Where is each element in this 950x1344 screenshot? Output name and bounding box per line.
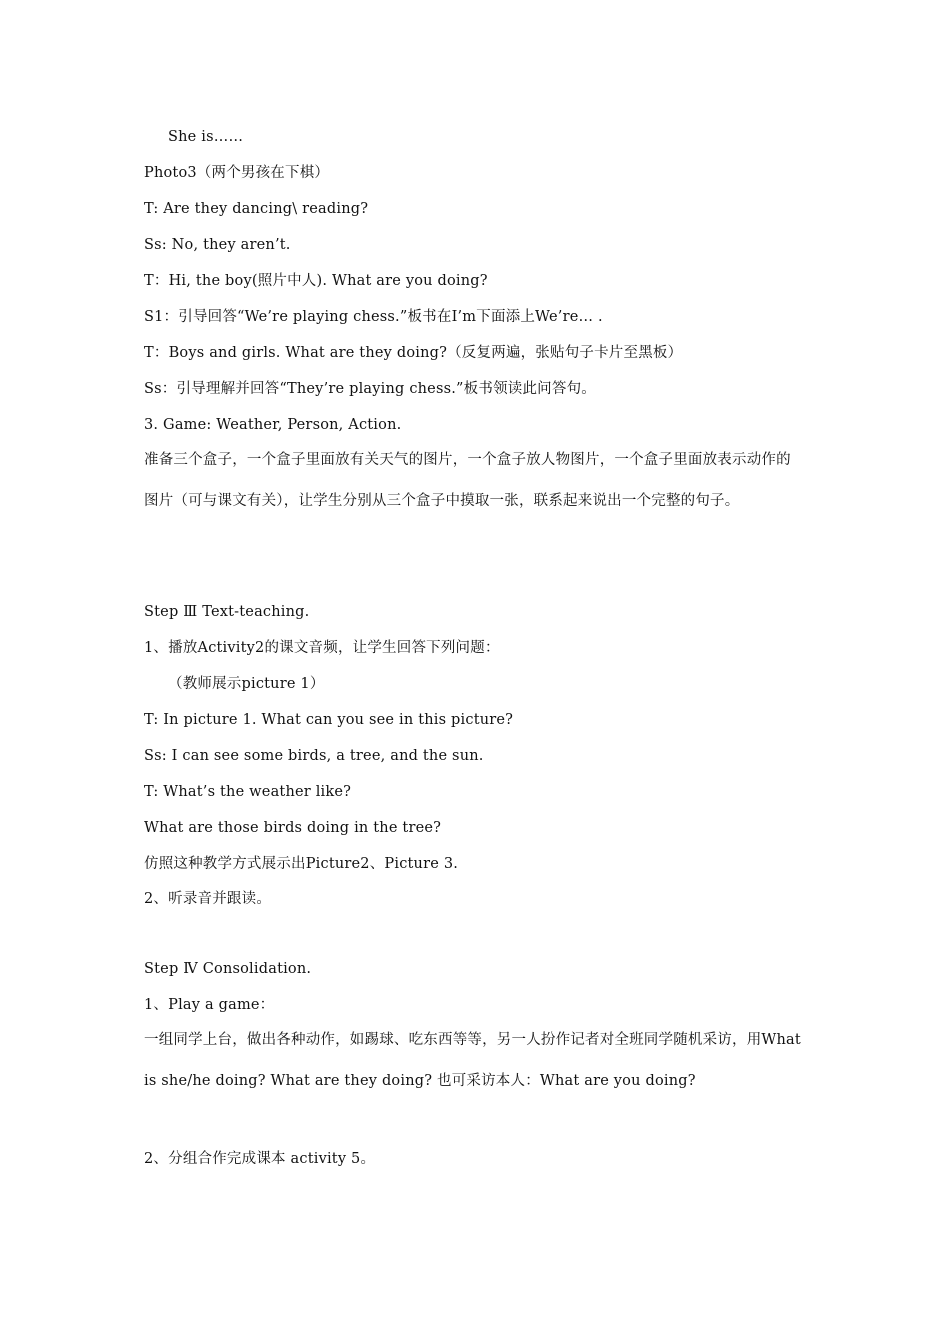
text-line: T: Are they dancing\ reading? — [144, 201, 369, 217]
section-heading: Step Ⅳ Consolidation. — [144, 961, 312, 977]
paragraph: 准备三个盒子，一个盒子里面放有关天气的图片，一个盒子放人物图片，一个盒子里面放表示动作的图片（可与课文有关），让学生分别从三个盒子中摸取一张，联系起来说出一个完整的句子。 — [144, 452, 791, 509]
text-line: S1：引导回答“We’re playing chess.”板书在I’m下面添上We’re… . — [144, 309, 603, 325]
text-line: 1、播放Activity2的课文音频，让学生回答下列问题： — [144, 640, 500, 656]
text-line: T: What’s the weather like? — [144, 784, 352, 800]
text-line: Photo3（两个男孩在下棋） — [144, 165, 330, 181]
text-line: Ss: I can see some birds, a tree, and the sun. — [144, 748, 484, 764]
section-heading: Step Ⅲ Text-teaching. — [144, 604, 310, 620]
text-line: 2、分组合作完成课本 activity 5。 — [144, 1151, 376, 1167]
text-line: 1、Play a game： — [144, 997, 275, 1013]
text-line: T：Boys and girls. What are they doing?（反复两遍，张贴句子卡片至黑板） — [144, 345, 683, 361]
text-line: 2、听录音并跟读。 — [144, 891, 272, 907]
text-line: What are those birds doing in the tree? — [144, 820, 442, 836]
text-line: T: In picture 1. What can you see in this picture? — [144, 712, 514, 728]
text-line: （教师展示picture 1） — [168, 676, 325, 692]
text-line: T：Hi, the boy(照片中人). What are you doing? — [144, 273, 488, 289]
text-line: Ss: No, they aren’t. — [144, 237, 291, 253]
text-line: She is…… — [168, 129, 244, 145]
text-line: 仿照这种教学方式展示出Picture2、Picture 3. — [144, 856, 459, 872]
text-line: 3. Game: Weather, Person, Action. — [144, 417, 402, 433]
text-line: Ss：引导理解并回答“They’re playing chess.”板书领读此问答句。 — [144, 381, 596, 397]
paragraph: 一组同学上台，做出各种动作，如踢球、吃东西等等，另一人扮作记者对全班同学随机采访，用What is she/he doing? What are they doing? 也可采访本人：What are you doing? — [144, 1032, 801, 1089]
